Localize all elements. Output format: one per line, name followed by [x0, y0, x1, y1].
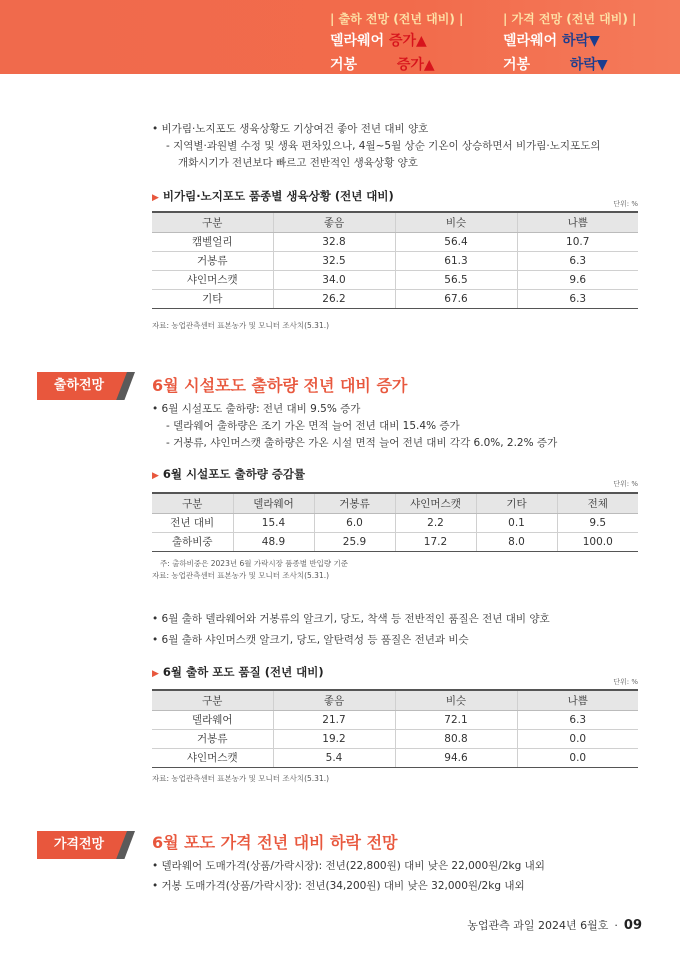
table-cell: 56.4 [395, 232, 517, 251]
quality-bullet: • 6월 출하 샤인머스캣 알크기, 당도, 알탄력성 등 품질은 전년과 비슷 [152, 632, 469, 647]
variety-label: 델라웨어 [330, 33, 385, 49]
header-banner [0, 0, 680, 74]
col-header: 거봉류 [314, 493, 395, 513]
shipment-outlook-heading: | 출하 전망 (전년 대비) | [330, 12, 464, 26]
price-row-delaware [503, 30, 636, 52]
table-row [152, 729, 638, 748]
trend-down-value: 하락▼ [561, 33, 600, 49]
table1-growth [152, 211, 638, 309]
col-header: 좋음 [273, 212, 395, 232]
trend-down-value: 하락▼ [569, 57, 608, 73]
table-cell: 26.2 [273, 289, 395, 308]
trend-up-value: 증가▲ [396, 57, 435, 73]
col-header: 좋음 [273, 690, 395, 710]
table-cell: 17.2 [395, 532, 476, 551]
table-cell: 델라웨어 [152, 710, 273, 729]
table3-source: 자료: 농업관측센터 표본농가 및 모니터 조사치(5.31.) [152, 774, 330, 783]
table-cell: 32.8 [273, 232, 395, 251]
table-cell: 6.3 [517, 710, 638, 729]
table2-shipment [152, 492, 638, 552]
shipment-outlook-tag [37, 372, 135, 400]
table3-title [152, 664, 324, 680]
variety-label: 델라웨어 [503, 33, 558, 49]
table2-title-text: 6월 시설포도 출하량 증감률 [162, 467, 306, 481]
table-cell: 9.5 [557, 513, 638, 532]
col-header: 구분 [152, 212, 273, 232]
col-header: 샤인머스캣 [395, 493, 476, 513]
intro-bullet: • 비가림·노지포도 생육상황도 기상여건 좋아 전년 대비 양호 [152, 121, 428, 136]
tag-label: 가격전망 [53, 837, 105, 852]
table-row [152, 748, 638, 767]
table3-title-text: 6월 출하 포도 품질 (전년 대비) [162, 665, 324, 679]
table-cell: 8.0 [476, 532, 557, 551]
table-row [152, 251, 638, 270]
table-cell: 샤인머스캣 [152, 748, 273, 767]
table-cell: 샤인머스캣 [152, 270, 273, 289]
variety-label: 거봉 [503, 57, 531, 73]
section1-title: 6월 시설포도 출하량 전년 대비 증가 [152, 376, 408, 395]
col-header: 기타 [476, 493, 557, 513]
table2-unit: 단위: % [613, 480, 638, 488]
table1-title [152, 188, 394, 204]
separator-dot: · [614, 919, 618, 932]
table-cell: 출하비중 [152, 532, 233, 551]
table-cell: 전년 대비 [152, 513, 233, 532]
table-row [152, 232, 638, 251]
table-row [152, 710, 638, 729]
table2-source: 자료: 농업관측센터 표본농가 및 모니터 조사치(5.31.) [152, 571, 330, 580]
table2-title [152, 466, 305, 482]
price-row-kyoho [503, 54, 636, 76]
col-header: 비슷 [395, 690, 517, 710]
table-row [152, 289, 638, 308]
section1-sub-bullet: - 델라웨어 출하량은 조기 가온 면적 늘어 전년 대비 15.4% 증가 [166, 420, 460, 432]
table1-title-text: 비가림·노지포도 품종별 생육상황 (전년 대비) [162, 189, 394, 203]
table-cell: 기타 [152, 289, 273, 308]
section2-title: 6월 포도 가격 전년 대비 하락 전망 [152, 833, 398, 852]
table-cell: 캠벨얼리 [152, 232, 273, 251]
table-cell: 0.0 [517, 729, 638, 748]
tag-label: 출하전망 [53, 378, 105, 393]
price-bullet: • 거봉 도매가격(상품/가락시장): 전년(34,200원) 대비 낮은 32,000원/2kg 내외 [152, 878, 525, 893]
table-cell: 9.6 [517, 270, 638, 289]
table-cell: 80.8 [395, 729, 517, 748]
table-cell: 48.9 [233, 532, 314, 551]
shipment-outlook-box [330, 10, 463, 76]
table-cell: 67.6 [395, 289, 517, 308]
table2-note: 주: 출하비중은 2023년 6월 가락시장 품종별 반입량 기준 [160, 559, 348, 568]
publication-name: 농업관측 과일 2024년 6월호 [467, 919, 609, 932]
table-cell: 거봉류 [152, 251, 273, 270]
table-row [152, 532, 638, 551]
section1-sub-bullet: - 거봉류, 샤인머스캣 출하량은 가온 시설 면적 늘어 전년 대비 각각 6.0%, 2.2% 증가 [166, 437, 558, 449]
table-cell: 10.7 [517, 232, 638, 251]
table-cell: 6.3 [517, 289, 638, 308]
table-cell: 34.0 [273, 270, 395, 289]
price-outlook-tag [37, 831, 135, 859]
price-outlook-box [503, 10, 636, 76]
variety-label: 거봉 [330, 57, 358, 73]
table-cell: 19.2 [273, 729, 395, 748]
table-cell: 0.1 [476, 513, 557, 532]
table-cell: 72.1 [395, 710, 517, 729]
intro-sub-bullet: - 지역별·과원별 수정 및 생육 편차있으나, 4월~5월 상순 기온이 상승하면서 비가림·노지포도의 [166, 140, 601, 152]
table-cell: 25.9 [314, 532, 395, 551]
section1-bullet: • 6월 시설포도 출하량: 전년 대비 9.5% 증가 [152, 401, 360, 416]
shipment-row-delaware [330, 30, 463, 52]
col-header: 전체 [557, 493, 638, 513]
price-outlook-heading: | 가격 전망 (전년 대비) | [503, 12, 637, 26]
table1-source: 자료: 농업관측센터 표본농가 및 모니터 조사치(5.31.) [152, 321, 330, 330]
page-number: 09 [623, 918, 642, 933]
shipment-row-kyoho [330, 54, 463, 76]
triangle-right-icon: ▶ [152, 193, 159, 203]
table-cell: 100.0 [557, 532, 638, 551]
table-row [152, 270, 638, 289]
table-cell: 56.5 [395, 270, 517, 289]
table1-unit: 단위: % [613, 200, 638, 208]
col-header: 구분 [152, 690, 273, 710]
col-header: 나쁨 [517, 212, 638, 232]
triangle-right-icon: ▶ [152, 669, 159, 679]
price-bullet: • 델라웨어 도매가격(상품/가락시장): 전년(22,800원) 대비 낮은 22,000원/2kg 내외 [152, 858, 545, 873]
table-cell: 5.4 [273, 748, 395, 767]
table-cell: 거봉류 [152, 729, 273, 748]
col-header: 델라웨어 [233, 493, 314, 513]
table-cell: 32.5 [273, 251, 395, 270]
table-cell: 6.0 [314, 513, 395, 532]
table-cell: 6.3 [517, 251, 638, 270]
page-footer [467, 917, 642, 933]
trend-up-value: 증가▲ [388, 33, 427, 49]
col-header: 나쁨 [517, 690, 638, 710]
quality-bullet: • 6월 출하 델라웨어와 거봉류의 알크기, 당도, 착색 등 전반적인 품질은 전년 대비 양호 [152, 611, 550, 626]
table-cell: 0.0 [517, 748, 638, 767]
table-row [152, 513, 638, 532]
table-cell: 2.2 [395, 513, 476, 532]
intro-sub-bullet-cont: 개화시기가 전년보다 빠르고 전반적인 생육상황 양호 [178, 157, 418, 169]
table3-quality [152, 689, 638, 768]
col-header: 구분 [152, 493, 233, 513]
table-cell: 15.4 [233, 513, 314, 532]
table-cell: 21.7 [273, 710, 395, 729]
col-header: 비슷 [395, 212, 517, 232]
table-cell: 61.3 [395, 251, 517, 270]
table-cell: 94.6 [395, 748, 517, 767]
triangle-right-icon: ▶ [152, 471, 159, 481]
table3-unit: 단위: % [613, 678, 638, 686]
